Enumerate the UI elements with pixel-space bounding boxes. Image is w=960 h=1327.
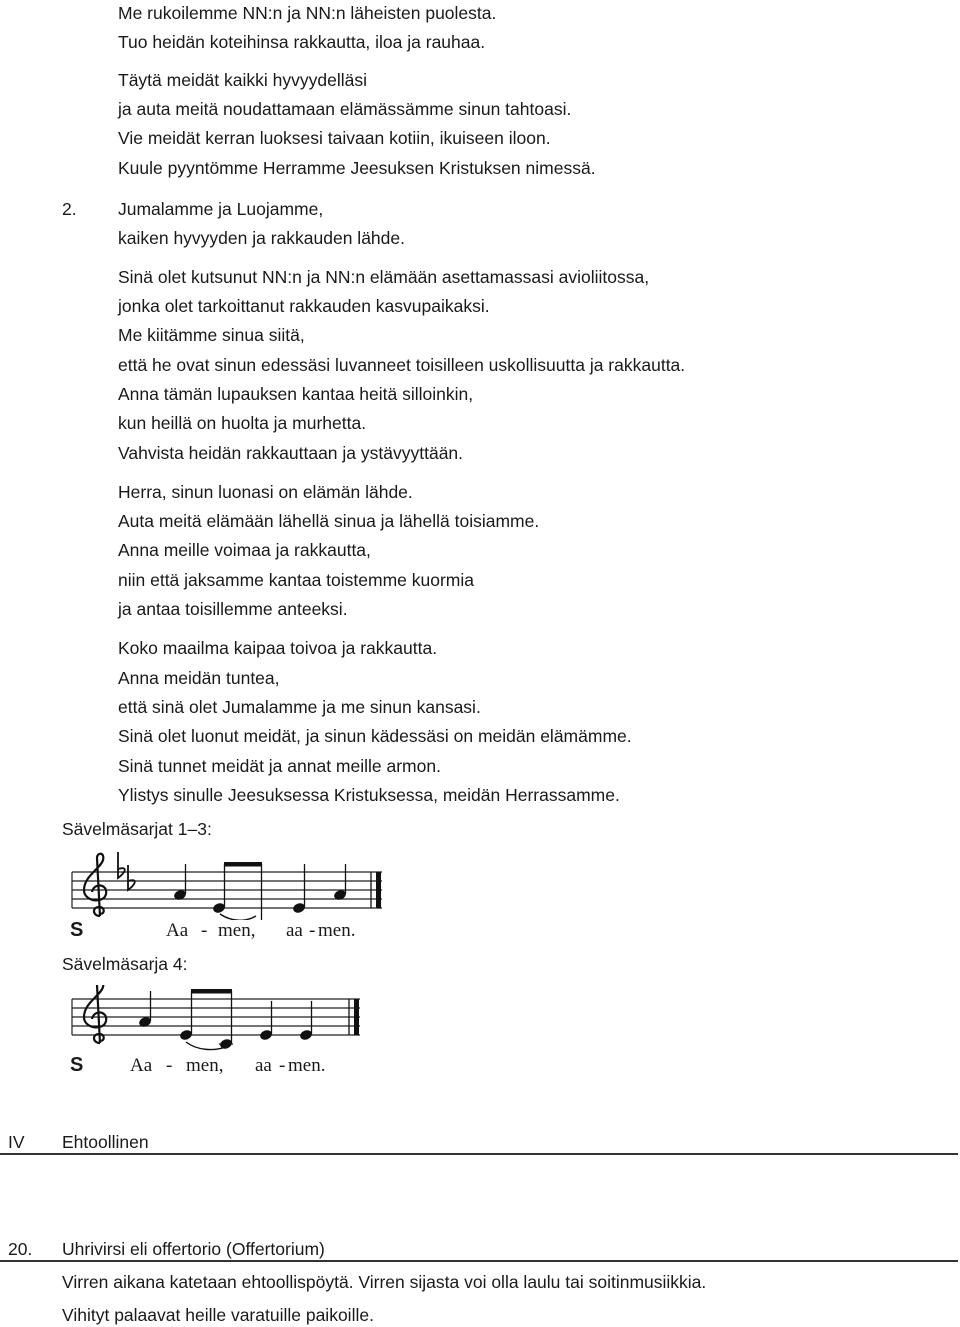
lyric-syllable: men, <box>218 920 256 941</box>
prayer-line: Jumalamme ja Luojamme, <box>118 199 324 219</box>
lyric-syllable: aa <box>286 920 303 941</box>
item-title: Uhrivirsi eli offertorio (Offertorium) <box>62 1239 325 1259</box>
section-title: Ehtoollinen <box>62 1132 149 1152</box>
treble-clef-icon <box>84 985 106 1043</box>
prayer-line: Tuo heidän koteihinsa rakkautta, iloa ja rauhaa. <box>118 32 486 52</box>
melody-series-label: Sävelmäsarja 4: <box>62 954 188 974</box>
prayer-line: Anna meidän tuntea, <box>118 668 280 688</box>
lyric-syllable: Aa <box>130 1055 153 1076</box>
prayer-line: Koko maailma kaipaa toivoa ja rakkautta. <box>118 638 438 658</box>
prayer-line: Anna meille voimaa ja rakkautta, <box>118 540 371 560</box>
lyric-syllable: men, <box>186 1055 224 1076</box>
prayer-line: että sinä olet Jumalamme ja me sinun kansasi. <box>118 697 481 717</box>
prayer-line: Me kiitämme sinua siitä, <box>118 325 305 345</box>
lyric-syllable: men. <box>318 920 356 941</box>
prayer-line: Sinä olet luonut meidät, ja sinun kädessäsi on meidän elämämme. <box>118 726 632 746</box>
prayer-line: kaiken hyvyyden ja rakkauden lähde. <box>118 228 405 248</box>
prayer-line: Vahvista heidän rakkauttaan ja ystävyyttään. <box>118 443 464 463</box>
s-mark: S <box>70 1054 84 1076</box>
prayer-line: Anna tämän lupauksen kantaa heitä silloinkin, <box>118 384 474 404</box>
prayer-line: Herra, sinun luonasi on elämän lähde. <box>118 482 413 502</box>
staff-amen-2 <box>70 985 370 1065</box>
prayer-line: Sinä olet kutsunut NN:n ja NN:n elämään asettamassasi avioliitossa, <box>118 267 650 287</box>
treble-clef-icon <box>84 854 106 916</box>
section-divider <box>0 1153 958 1155</box>
lyric-syllable: - <box>201 920 208 941</box>
prayer-line: Sinä tunnet meidät ja annat meille armon. <box>118 756 441 776</box>
prayer-line: Ylistys sinulle Jeesuksessa Kristuksessa, meidän Herrassamme. <box>118 785 620 805</box>
prayer-line: niin että jaksamme kantaa toistemme kuormia <box>118 570 474 590</box>
rubric-line: Vihityt palaavat heille varatuille paikoille. <box>62 1305 374 1325</box>
prayer-line: että he ovat sinun edessäsi luvanneet toisilleen uskollisuutta ja rakkautta. <box>118 355 686 375</box>
lyric-syllable: aa <box>255 1055 272 1076</box>
item-number: 20. <box>8 1239 33 1259</box>
lyric-syllable: - <box>166 1055 173 1076</box>
prayer-line: Me rukoilemme NN:n ja NN:n läheisten puolesta. <box>118 3 497 23</box>
rubric-line: Virren aikana katetaan ehtoollispöytä. Virren sijasta voi olla laulu tai soitinmusiikkia. <box>62 1272 707 1292</box>
section-roman-numeral: IV <box>8 1132 25 1152</box>
prayer-line: Vie meidät kerran luoksesi taivaan kotiin, ikuiseen iloon. <box>118 128 551 148</box>
s-mark: S <box>70 919 84 941</box>
lyric-syllable: - <box>279 1055 286 1076</box>
prayer-line: kun heillä on huolta ja murhetta. <box>118 413 367 433</box>
melody-series-label: Sävelmäsarjat 1–3: <box>62 819 212 839</box>
lyric-syllable: men. <box>288 1055 326 1076</box>
staff-amen-1 <box>70 850 390 920</box>
item-divider <box>0 1260 958 1262</box>
flat-sign-icon <box>118 852 135 890</box>
prayer-line: Kuule pyyntömme Herramme Jeesuksen Kristuksen nimessä. <box>118 158 596 178</box>
prayer-line: ja antaa toisillemme anteeksi. <box>118 599 348 619</box>
prayer-line: ja auta meitä noudattamaan elämässämme sinun tahtoasi. <box>118 99 572 119</box>
lyric-syllable: - <box>309 920 316 941</box>
lyric-syllable: Aa <box>166 920 189 941</box>
prayer-number: 2. <box>62 199 77 219</box>
prayer-line: Täytä meidät kaikki hyvyydelläsi <box>118 70 367 90</box>
prayer-line: Auta meitä elämään lähellä sinua ja lähellä toisiamme. <box>118 511 540 531</box>
prayer-line: jonka olet tarkoittanut rakkauden kasvupaikaksi. <box>118 296 490 316</box>
